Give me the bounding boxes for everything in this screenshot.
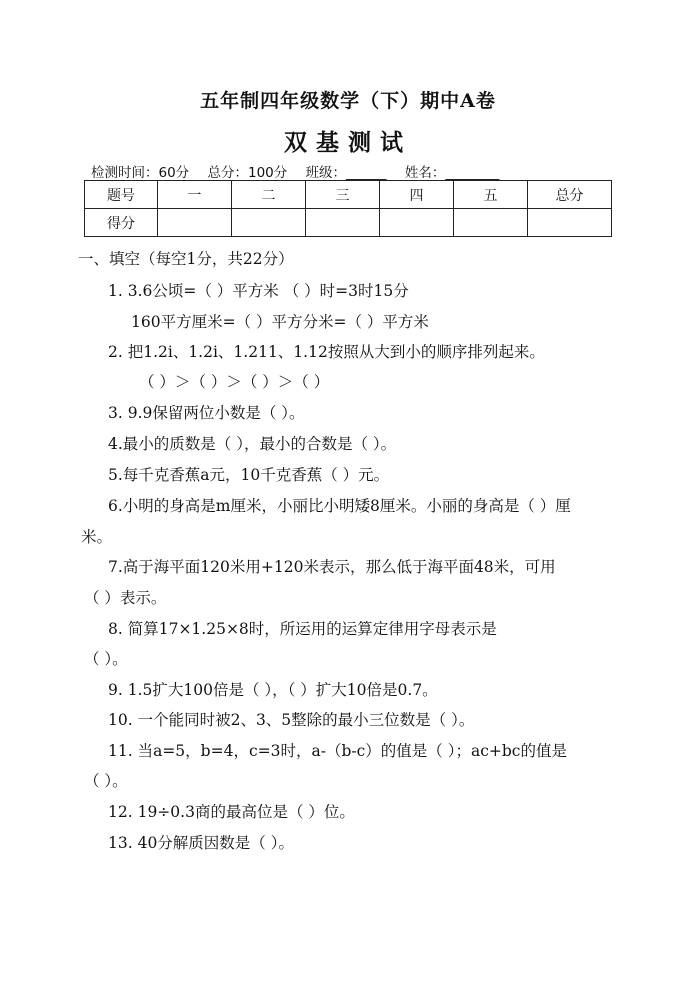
question-line: 12. 19÷0.3商的最高位是（ ）位。 [108, 803, 355, 821]
question-line: 6.小明的身高是m厘米，小丽比小明矮8厘米。小丽的身高是（ ）厘 [108, 497, 571, 515]
question-line: 9. 1.5扩大100倍是（ ），（ ）扩大10倍是0.7。 [108, 681, 438, 699]
table-cell: 得分 [85, 209, 158, 237]
question-line: 8. 简算17×1.25×8时，所运用的运算定律用字母表示是 [108, 620, 497, 638]
table-cell: 二 [232, 181, 306, 209]
question-line: （ ）表示。 [84, 589, 167, 607]
table-cell: 五 [454, 181, 528, 209]
class-field[interactable]: 班级：______ [305, 165, 387, 181]
total-score-info: 总分：100分 [207, 165, 288, 181]
table-cell: 三 [306, 181, 380, 209]
exam-info [91, 161, 513, 181]
question-line: 5.每千克香蕉a元，10千克香蕉（ ）元。 [108, 466, 390, 484]
question-line: （ ）。 [84, 650, 128, 668]
question-line: 13. 40分解质因数是（ ）。 [108, 834, 294, 852]
score-input-cell[interactable] [158, 209, 232, 237]
question-line: 2. 把1.2i、1.2i、1.211、1.12按照从大到小的顺序排列起来。 [108, 343, 545, 361]
score-input-cell[interactable] [232, 209, 306, 237]
exam-title: 五年制四年级数学（下）期中A卷 [200, 90, 496, 112]
score-input-cell[interactable] [306, 209, 380, 237]
time-info: 检测时间：60分 [91, 165, 190, 181]
table-cell: 总分 [528, 181, 612, 209]
table-cell: 题号 [85, 181, 158, 209]
question-line: （ ）＞（ ）＞（ ）＞（ ） [139, 373, 330, 391]
question-line: （ ）。 [84, 772, 128, 790]
score-table-score-row [85, 209, 612, 237]
section-heading: 一、填空（每空1分，共22分） [78, 250, 294, 268]
score-input-cell[interactable] [380, 209, 454, 237]
table-cell: 一 [158, 181, 232, 209]
table-cell: 四 [380, 181, 454, 209]
question-line: 米。 [81, 528, 113, 546]
score-table-header-row [85, 181, 612, 209]
question-line: 11. 当a=5，b=4，c=3时，a-（b-c）的值是（ ）；ac+bc的值是 [108, 742, 567, 760]
exam-subtitle: 双基测试 [284, 129, 412, 156]
score-input-cell[interactable] [454, 209, 528, 237]
name-field[interactable]: 姓名：________ [404, 165, 500, 181]
question-line: 4.最小的质数是（ ），最小的合数是（ ）。 [108, 435, 397, 453]
question-line: 7.高于海平面120米用+120米表示，那么低于海平面48米，可用 [108, 558, 556, 576]
question-line: 10. 一个能同时被2、3、5整除的最小三位数是（ ）。 [108, 711, 475, 729]
score-input-cell[interactable] [528, 209, 612, 237]
score-table [84, 180, 612, 237]
question-line: 160平方厘米=（ ）平方分米=（ ）平方米 [131, 313, 429, 331]
question-line: 1. 3.6公顷=（ ）平方米 （ ）时=3时15分 [108, 282, 409, 300]
question-line: 3. 9.9保留两位小数是（ ）。 [108, 404, 305, 422]
